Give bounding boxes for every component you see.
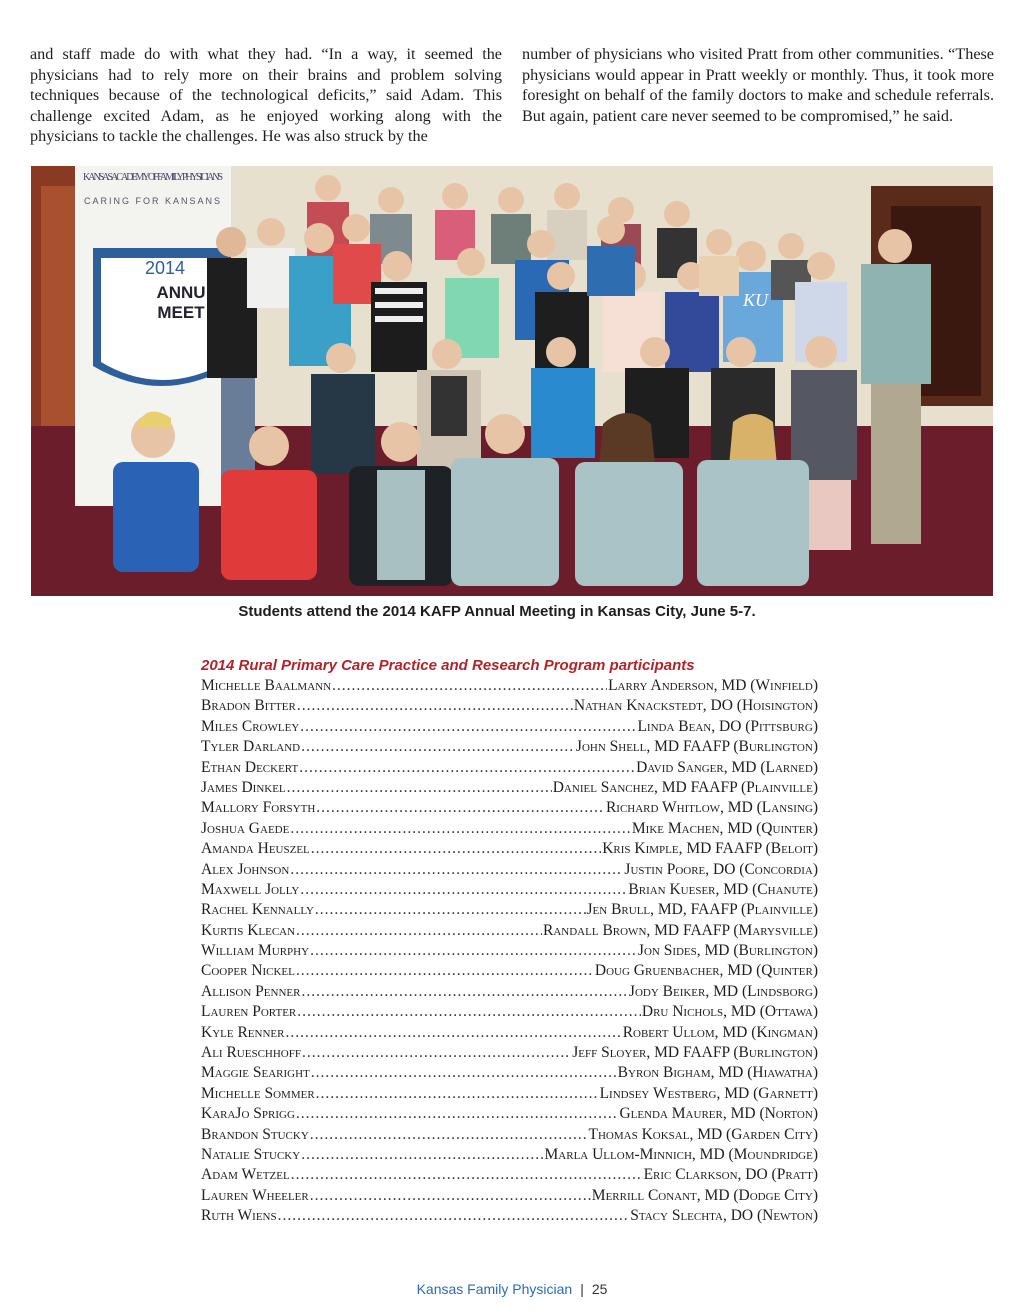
participant-row [201, 983, 818, 1003]
mentor-name: Richard Whitlow, MD (Lansing) [605, 799, 818, 817]
student-name: Rachel Kennally [201, 901, 314, 919]
mentor-name: Robert Ullom, MD (Kingman) [622, 1023, 818, 1041]
mentor-name: Jen Brull, MD, FAAFP (Plainville) [586, 901, 818, 919]
student-name: Adam Wetzel [201, 1166, 290, 1184]
participant-row [201, 1187, 818, 1207]
dot-leader [296, 1105, 619, 1123]
mentor-name: Linda Bean, DO (Pittsburg) [637, 717, 818, 735]
participant-row [201, 942, 818, 962]
student-name: Brandon Stucky [201, 1125, 309, 1143]
dot-leader [316, 799, 605, 817]
dot-leader [332, 677, 607, 695]
dot-leader [301, 1146, 543, 1164]
dot-leader [316, 1085, 599, 1103]
dot-leader [297, 1003, 641, 1021]
student-name: Natalie Stucky [201, 1145, 301, 1163]
student-name: Michelle Sommer [201, 1084, 315, 1102]
mentor-name: Thomas Koksal, MD (Garden City) [588, 1125, 818, 1143]
participant-row [201, 922, 818, 942]
participant-row [201, 738, 818, 758]
mentor-name: Stacy Slechta, DO (Newton) [630, 1207, 818, 1225]
shield-word-1: ANNU [156, 283, 206, 302]
participant-row [201, 1003, 818, 1023]
mentor-name: Merrill Conant, MD (Dodge City) [591, 1186, 818, 1204]
mentor-name: Lindsey Westberg, MD (Garnett) [599, 1084, 818, 1102]
student-name: Tyler Darland [201, 738, 301, 756]
page-number: 25 [591, 1281, 608, 1297]
mentor-name: Randall Brown, MD FAAFP (Marysville) [543, 921, 818, 939]
participant-row [201, 861, 818, 881]
dot-leader [311, 840, 601, 858]
participant-row [201, 1207, 818, 1227]
dot-leader [278, 1207, 630, 1225]
group-photo [31, 166, 993, 596]
dot-leader [291, 1166, 643, 1184]
dot-leader [297, 697, 573, 715]
participant-row [201, 881, 818, 901]
student-name: James Dinkel [201, 778, 286, 796]
mentor-name: Jeff Sloyer, MD FAAFP (Burlington) [572, 1044, 818, 1062]
participant-row [201, 1044, 818, 1064]
shirt-logo: KU [743, 290, 769, 310]
dot-leader [296, 962, 594, 980]
participant-row [201, 1146, 818, 1166]
article-right-column: number of physicians who visited Pratt from other communities. “These physicians would appear in Pratt weekly or monthly. Thus, it took more foresight on behalf of the family doctors to make and schedule referrals. But again, patient care never seemed to be compromised,” he said. [522, 45, 994, 125]
student-name: William Murphy [201, 942, 310, 960]
mentor-name: John Shell, MD FAAFP (Burlington) [575, 738, 818, 756]
mentor-name: Marla Ullom-Minnich, MD (Moundridge) [544, 1145, 818, 1163]
banner-tagline: CARING FOR KANSANS [83, 196, 223, 206]
dot-leader [301, 738, 575, 756]
participant-row [201, 718, 818, 738]
student-name: Maxwell Jolly [201, 880, 300, 898]
student-name: Cooper Nickel [201, 962, 295, 980]
photo-caption: Students attend the 2014 KAFP Annual Meeting in Kansas City, June 5-7. [238, 603, 756, 620]
student-name: Lauren Wheeler [201, 1186, 309, 1204]
dot-leader [310, 942, 637, 960]
dot-leader [315, 901, 586, 919]
dot-leader [285, 1024, 621, 1042]
dot-leader [300, 881, 627, 899]
publication-name: Kansas Family Physician [416, 1281, 573, 1297]
participant-row [201, 840, 818, 860]
participants-list [201, 677, 818, 1228]
mentor-name: David Sanger, MD (Larned) [636, 758, 818, 776]
dot-leader [311, 1064, 617, 1082]
participant-row [201, 799, 818, 819]
mentor-name: Byron Bigham, MD (Hiawatha) [617, 1064, 818, 1082]
student-name: Alex Johnson [201, 860, 290, 878]
dot-leader [310, 1187, 591, 1205]
dot-leader [296, 922, 542, 940]
participant-row [201, 697, 818, 717]
dot-leader [301, 983, 627, 1001]
participants-title: 2014 Rural Primary Care Practice and Research Program participants [201, 657, 695, 674]
shield-year: 2014 [144, 258, 186, 278]
student-name: Ali Rueschhoff [201, 1044, 301, 1062]
mentor-name: Doug Gruenbacher, MD (Quinter) [594, 962, 818, 980]
participant-row [201, 1085, 818, 1105]
dot-leader [302, 1044, 571, 1062]
dot-leader [299, 759, 635, 777]
student-name: Michelle Baalmann [201, 677, 332, 694]
student-name: Miles Crowley [201, 717, 300, 735]
shield-word-2: MEET [157, 303, 205, 322]
participant-row [201, 1024, 818, 1044]
participant-row [201, 759, 818, 779]
mentor-name: Dru Nichols, MD (Ottawa) [641, 1003, 818, 1021]
page-footer [0, 1281, 1024, 1297]
participant-row [201, 779, 818, 799]
mentor-name: Brian Kueser, MD (Chanute) [628, 880, 818, 898]
mentor-name: Kris Kimple, MD FAAFP (Beloit) [602, 840, 818, 858]
student-name: Ethan Deckert [201, 758, 299, 776]
student-name: Allison Penner [201, 982, 301, 1000]
student-name: Ruth Wiens [201, 1207, 277, 1225]
participant-row [201, 1105, 818, 1125]
mentor-name: Eric Clarkson, DO (Pratt) [643, 1166, 818, 1184]
student-name: Bradon Bitter [201, 697, 296, 715]
participant-row [201, 1064, 818, 1084]
mentor-name: Nathan Knackstedt, DO (Hoisington) [573, 697, 818, 715]
mentor-name: Daniel Sanchez, MD FAAFP (Plainville) [552, 778, 818, 796]
participant-row [201, 901, 818, 921]
student-name: KaraJo Sprigg [201, 1105, 295, 1123]
participant-row [201, 1126, 818, 1146]
student-name: Joshua Gaede [201, 819, 290, 837]
dot-leader [290, 820, 631, 838]
participant-row [201, 962, 818, 982]
student-name: Amanda Heuszel [201, 840, 310, 858]
mentor-name: Justin Poore, DO (Concordia) [624, 860, 818, 878]
dot-leader [287, 779, 552, 797]
mentor-name: Glenda Maurer, MD (Norton) [619, 1105, 818, 1123]
student-name: Kyle Renner [201, 1023, 285, 1041]
mentor-name: Jody Beiker, MD (Lindsborg) [628, 982, 818, 1000]
participant-row [201, 677, 818, 697]
participant-row [201, 1166, 818, 1186]
article-left-column: and staff made do with what they had. “In a way, it seemed the physicians had to rely more on their brains and problem solving techniques because of the technological deficits,” said Adam. This challenge excited Adam, as he enjoyed working along with the physicians to tackle the challenges. He was also struck by the [30, 45, 502, 145]
participant-row [201, 820, 818, 840]
mentor-name: Mike Machen, MD (Quinter) [631, 819, 818, 837]
dot-leader [300, 718, 636, 736]
student-name: Kurtis Klecan [201, 921, 296, 939]
student-name: Mallory Forsyth [201, 799, 316, 817]
dot-leader [290, 861, 623, 879]
mentor-name: Jon Sides, MD (Burlington) [637, 942, 818, 960]
student-name: Lauren Porter [201, 1003, 297, 1021]
dot-leader [310, 1126, 588, 1144]
banner-text: KANSAS ACADEMY OF FAMILY PHYSICIANS [83, 172, 223, 183]
footer-separator: | [580, 1281, 584, 1297]
student-name: Maggie Searight [201, 1064, 310, 1082]
mentor-name: Larry Anderson, MD (Winfield) [608, 677, 818, 694]
